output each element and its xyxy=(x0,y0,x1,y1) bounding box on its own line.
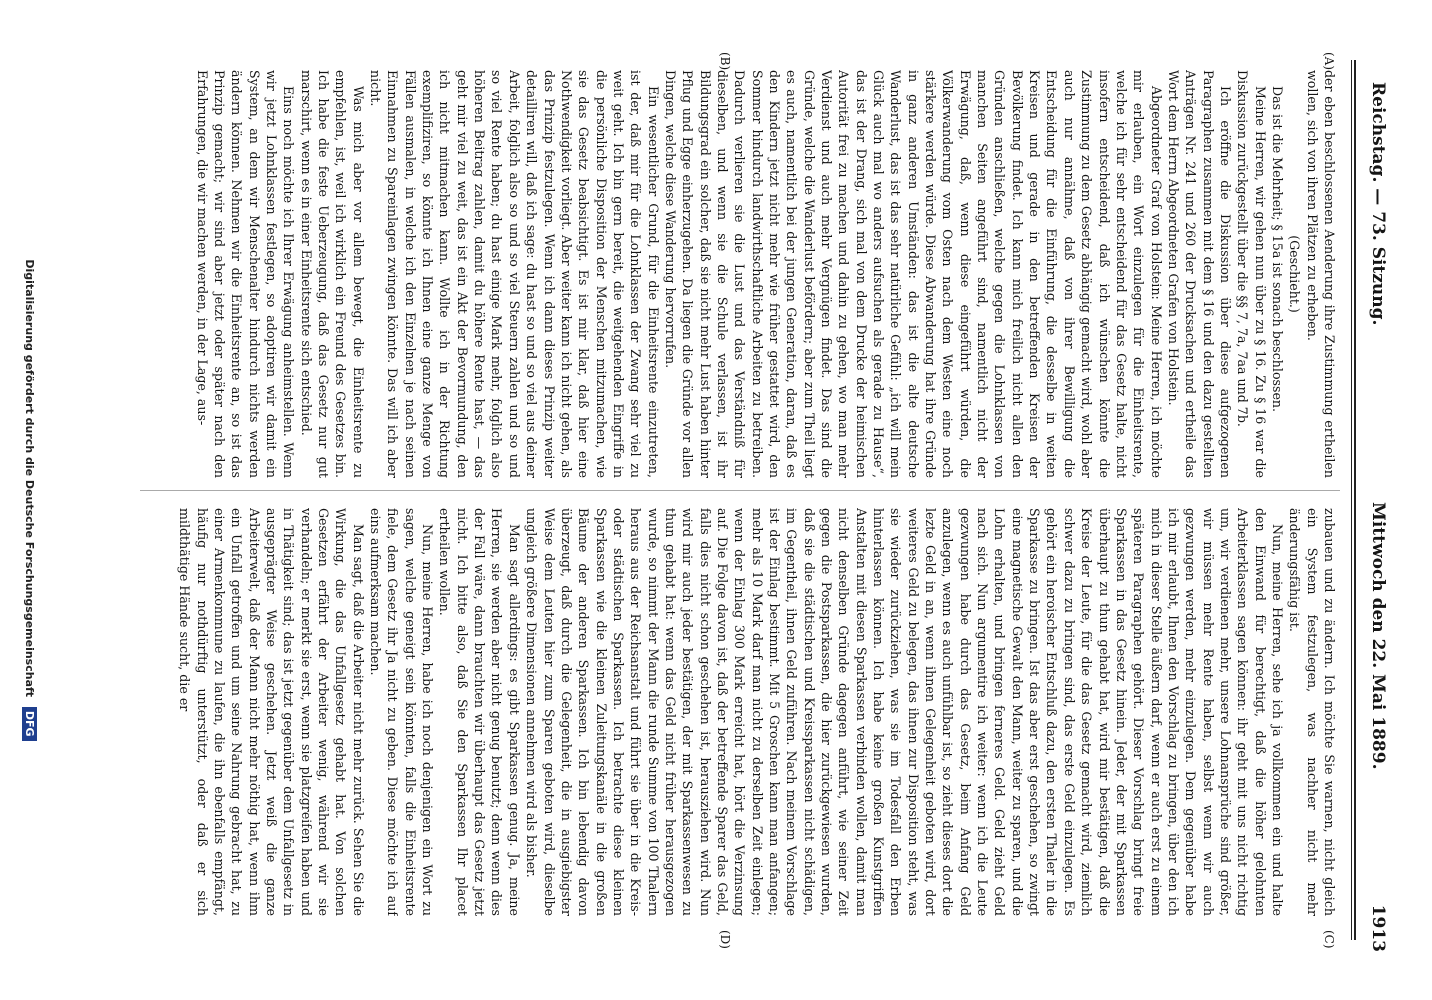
column-divider xyxy=(140,490,1340,491)
header-date: Mittwoch den 22. Mai 1889. xyxy=(1368,502,1388,770)
left-column xyxy=(148,70,1338,478)
margin-letter-d: (D) xyxy=(718,930,732,949)
right-column xyxy=(148,508,1338,916)
paragraph: Meine Herren, wir gehen nun über zu § 16. Zu § 16 war die Diskussion zurückgestellt über die §§ 7, 7a, 7aa und 7b. xyxy=(1235,70,1268,478)
header-session: Reichstag. — 73. Sitzung. xyxy=(1368,82,1388,326)
paragraph: Das ist die Mehrheit; § 15a ist sonach beschlossen. xyxy=(1269,86,1285,413)
page-header xyxy=(1360,52,1388,952)
paragraph: Abgeordneter Graf von Holstein: Meine Herren, ich möchte mir erlauben, ein Wort einzulegen für die Einheitsrente, welche ich für sehr entscheidend für das Gesetz halte, nicht insofern entscheidend, daß ich wünschen könnte die Zustimmung zu dem Gesetz abhängig gemacht wird, wohl aber auch nur annähme, daß von ihrer Bewilligung die Entscheidung für die Einführung, die desselbe in weiten Kreisen und gerade in den betreffenden Kreisen der Bevölkerung findet. Ich kann mich freilich nicht allen den Gründen anschließen, welche gegen die Lohnklassen von manchen Seiten angeführt sind, namentlich nicht der Erwägung, daß, wenn diese eingeführt würden, die Völkerwanderung vom Osten nach dem Westen eine noch stärkere werden würde. Diese Abwanderung hat ihre Gründe in ganz anderen Umständen: das ist die alte deutsche Wanderlust, das ist das sehr natürliche Gefühl: „ich will mein Glück auch mal wo anders aufsuchen als gerade zu Hause“, das ist der Drang, sich mal von dem Drucke der heimischen Autorität frei zu machen und dahin zu gehen, wo man mehr Verdienst und auch mehr Vergnügen findet. Das sind die Gründe, welche die Wanderlust befördern; aber zum Theil liegt es auch, namentlich bei der jungen Generation, daran, daß es den Kindern jetzt nicht mehr wie früher gestattet wird, den Sommer hindurch landwirthschaftliche Arbeiten zu betreiben. Dadurch verlieren sie die Lust und das Verständniß für dieselben, und wenn sie die Schule verlassen, ist ihr Bildungsgrad ein solcher, daß sie nicht mehr Lust haben hinter Pflug und Egge einherzugehen. Da liegen die Gründe vor allen Dingen, welche diese Wanderung hervorrufen. xyxy=(662,70,1164,478)
paragraph: Was mich aber vor allem bewegt, die Einheitsrente zu empfehlen, ist, weil ich wirklich ein Freund des Gesetzes bin. Ich habe die feste Ueberzeugung, daß das Gesetz nur gut marschirt, wenn es in einer Einheitsrente sich entschied. xyxy=(298,70,366,478)
paragraph: der eben beschlossenen Aenderung ihre Zustimmung ertheilen wollen, sich von ihren Plätzen zu erheben. xyxy=(1304,70,1337,478)
paragraph: Eins noch möchte ich Ihrer Erwägung anheimstellen. Wenn wir jetzt Lohnklassen festlegen, so adoptiren wir damit ein System, an dem wir Menschenalter hindurch nichts werden ändern können. Nehmen wir die Einheitsrente an, so ist das Prinzip gemacht; wir sind aber jetzt oder später nach den Erfahrungen, die wir machen werden, in der Lage, aus- xyxy=(194,70,297,478)
credit-text: Digitalisierung gefördert durch die Deutsche Forschungsgemeinschaft xyxy=(23,259,36,698)
page-number: 1913 xyxy=(1368,904,1388,952)
paragraph: Nun, meine Herren, sehe ich ja vollkommen ein und halte den Einwand für berechtigt, daß die höher gelohnten Arbeiterklassen sagen können: ihr geht mit uns nicht richtig um, wir verdienen mehr, unsere Lohnansprüche sind größer, wir müssen mehr Rente haben, selbst wenn wir auch gezwungen werden, mehr einzulegen. Dem gegenüber habe ich mir erlaubt, Ihnen den Vorschlag zu bringen, über den ich mich in dieser Stelle äußern darf, wenn er auch erst zu einem späteren Paragraphen gehört. Dieser Vorschlag bringt freie Sparkassen in das Gesetz hinein. Jeder, der mit Sparkassen überhaupt zu thun gehabt hat, wird mir bestätigen, daß die Kreise der Leute, für die das Gesetz gemacht wird, ziemlich schwer dazu zu bringen sind, das erste Geld einzulegen. Es gehört ein heroischer Entschluß dazu, den ersten Thaler in die Sparkasse zu bringen. Ist das aber erst geschehen, so zwingt eine magnetische Gewalt den Mann, weiter zu sparen, und die Lohn erhalten, und bringen ferneres Geld. Geld zieht Geld nach sich. Nun argumentire ich weiter: wenn ich die Leute gezwungen habe durch das Gesetz, beim Anfang Geld anzulegen, wenn es auch unfühlbar ist, so zieht dieses dort die lezte Geld in an, wenn ihnen Gelegenheit geboten wird, dort weiteres Geld zu belegen, das ihnen zur Disposition steht, was sie wieder zurückziehen, was sie im Todesfall den Erben hinterlassen können. Ich habe keine großen Kunstgriffen Anstalten mit diesen Sparkassen verbinden wollen, damit man nicht denselben Gründe dagegen anführt, wie seiner Zeit gegen die Postsparkassen, die hier zurückgewiesen wurden, daß sie die städtischen und Kreissparkassen nicht schädigen, im Gegentheil, ihnen Geld zuführen. Nach meinem Vorschlage ist der Einlag bestimmt. Mit 5 Groschen kann man anfangen; mehr als 10 Mark darf man nicht zu derselben Zeit einlegen; wenn der Einlag 300 Mark erreicht hat, hört die Verzinsung auf. Die Folge davon ist, daß der betreffende Sparer das Geld, falls dies nicht schon geschehen ist, herausziehen wird. Nun wird mir auch jeder bestätigen, der mit Sparkassenwesen zu thun gehabt hat: wenn das Geld nicht früher herausgezogen wurde, so nimmt der Mann die runde Summe von 100 Thalern heraus aus der Reichsanstalt und führt sie über in die Kreis- oder städtischen Sparkassen. Ich betrachte diese kleinen Sparkassen wie die kleinen Zuleitungskanäle in die großen Bäume der anderen Sparkassen. Ich bin lebendig davon überzeugt, daß durch die Gelegenheit, die in ausgiebigster Weise dem Leuten hier zum Sparen geboten wird, dieselbe ungleich größere Dimensionen annehmen wird als bisher. xyxy=(524,508,1285,916)
margin-letter-c: (C) xyxy=(1322,930,1336,949)
paragraph: Man sagt, daß die Arbeiter nicht mehr zurück. Sehen Sie die Wirkung, die das Unfallgesetz gehabt hat. Von solchen Gesetzen erfährt der Arbeiter wenig, während wir sie verhandeln; er merkt sie erst, wenn sie platzgreifen haben und in Thätigkeit sind; das ist jetzt gegenüber dem Unfallgesetz in ausgeprägter Weise geschehen. Jetzt weiß die ganze Arbeiterwelt, daß der Mann nicht mehr nöthig hat, wenn ihm ein Unfall getroffen und um seine Nahrung gebracht hat, zu einer Armenkommune zu laufen, die ihn ebenfalls empfängt, häufig nur nothdürftig unterstützt, oder daß er sich mildthätige Hände sucht, die er xyxy=(177,508,366,916)
paragraph: Ein wesentlicher Grund, für die Einheitsrente einzutreten, ist der, daß mir für die Lohnklassen der Zwang sehr viel zu weit geht. Ich bin gern bereit, die weitgehenden Eingriffe in die persönliche Disposition der Menschen mitzumachen, wie sie das Gesetz beabsichtigt. Es ist mir klar, daß hier eine Nothwendigkeit vorliegt. Aber weiter kann ich nicht gehen, als das Prinzip festzulegen. Wenn ich dann dieses Prinzip weiter detailliren will, daß ich sage: du hast so und so viel aus deiner Arbeit, folglich also so und so viel Steuern zahlen und so und so viel Rente haben; du hast einige Mark mehr, folglich also höheren Beitrag zahlen, damit du höhere Rente hast, — das geht mir viel zu weit, das ist ein Akt der Bevormundung, den ich nicht mitmachen kann. Wollte ich in der Richtung exemplifiziren, so könnte ich Ihnen eine ganze Menge von Fällen ausmalen, in welche ich den Einzelnen je nach seinen Einnahmen zu Spareinlagen zwingen könnte. Das will ich aber nicht. xyxy=(368,70,661,478)
margin-letter-a: (A) xyxy=(1322,52,1336,71)
paragraph: Nun, meine Herren, habe ich noch denjenigen ein Wort zu sagen, welche geneigt sein könnten, falls die Einheitsrente fiele, dem Gesetz ihr Ja nicht zu geben. Diese möchte ich auf eins aufmerksam machen. xyxy=(368,508,436,916)
paragraph: Man sagt allerdings: es gibt Sparkassen genug. Ja, meine Herren, sie werden aber nicht genug benutzt; denn wenn dies der Fall wäre, dann brauchten wir überhaupt das Gesetz jetzt nicht. Ich bitte also, daß Sie den Sparkassen Ihr placet ertheilen wollen. xyxy=(437,508,522,916)
header-rule xyxy=(1354,60,1356,940)
margin-letter-b: (B) xyxy=(718,52,732,71)
header-rule-thin xyxy=(1351,60,1352,940)
digitization-credit xyxy=(22,0,37,1000)
dfg-logo: DFG xyxy=(22,707,37,741)
paragraph: zubauen und zu ändern. Ich möchte Sie warnen, nicht gleich ein System festzulegen, was nachher nicht mehr änderungsfähig ist. xyxy=(1287,508,1337,916)
paragraph: Ich eröffne die Diskussion über diese aufgezogenen Paragraphen zusammen mit dem § 16 und den dazu gestellten Anträgen Nr. 241 und 260 der Drucksachen und ertheile das Wort dem Herrn Abgeordneten Grafen von Holstein. xyxy=(1165,70,1233,478)
paragraph: (Geschieht.) xyxy=(1287,235,1303,313)
